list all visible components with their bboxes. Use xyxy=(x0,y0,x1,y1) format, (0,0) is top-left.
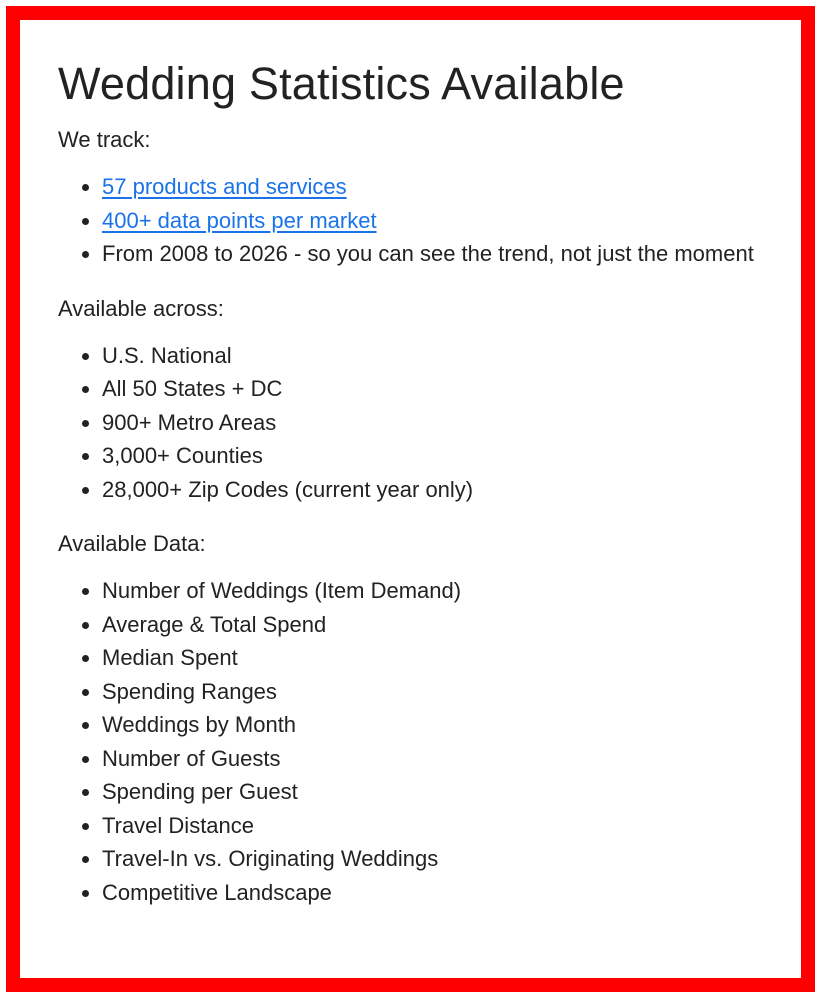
list-item xyxy=(82,170,781,204)
list-item: Number of Guests xyxy=(82,742,781,776)
list-item: All 50 States + DC xyxy=(82,372,781,406)
content-area xyxy=(58,54,781,909)
list-item: Spending Ranges xyxy=(82,675,781,709)
list-item: Weddings by Month xyxy=(82,708,781,742)
red-border-frame xyxy=(6,6,815,992)
data-points-link[interactable]: 400+ data points per market xyxy=(102,207,377,233)
data-list xyxy=(58,574,781,909)
list-item: U.S. National xyxy=(82,339,781,373)
track-list xyxy=(58,170,781,271)
across-list xyxy=(58,339,781,507)
list-item: Average & Total Spend xyxy=(82,608,781,642)
list-item: Competitive Landscape xyxy=(82,876,781,910)
list-item xyxy=(82,204,781,238)
list-item: Median Spent xyxy=(82,641,781,675)
list-item: Spending per Guest xyxy=(82,775,781,809)
page-title: Wedding Statistics Available xyxy=(58,58,625,109)
across-intro: Available across: xyxy=(58,295,224,321)
list-item: From 2008 to 2026 - so you can see the trend, not just the moment xyxy=(82,237,781,271)
list-item: 3,000+ Counties xyxy=(82,439,781,473)
list-item: 28,000+ Zip Codes (current year only) xyxy=(82,473,781,507)
list-item: 900+ Metro Areas xyxy=(82,406,781,440)
list-item: Travel-In vs. Originating Weddings xyxy=(82,842,781,876)
list-item: Number of Weddings (Item Demand) xyxy=(82,574,781,608)
data-intro: Available Data: xyxy=(58,531,206,556)
track-intro: We track: xyxy=(58,127,151,152)
products-services-link[interactable]: 57 products and services xyxy=(102,174,347,199)
list-item: Travel Distance xyxy=(82,809,781,843)
